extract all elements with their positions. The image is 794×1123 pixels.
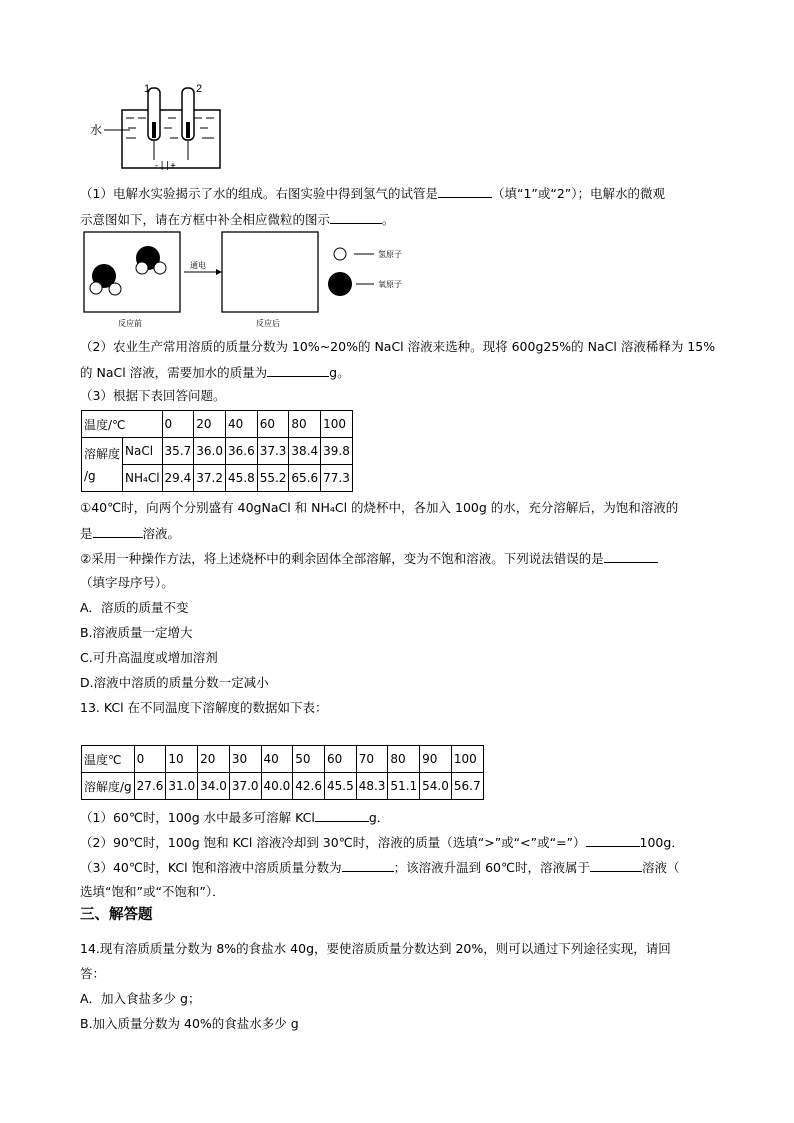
electrode-2	[186, 122, 190, 138]
after-box[interactable]	[222, 232, 318, 312]
q3-intro: （3）根据下表回答问题。	[80, 388, 226, 403]
legend-oxygen: 氧原子	[378, 280, 402, 289]
blank-tube[interactable]	[438, 185, 492, 198]
kcl-cell: 27.6	[134, 773, 166, 800]
table1-cell: 37.3	[257, 438, 289, 465]
table1-temp: 60	[257, 411, 289, 438]
table1-cell: 45.8	[225, 465, 257, 492]
q2-line-2: 的 NaCl 溶液，需要加水的质量为 g。	[80, 365, 350, 380]
kcl-temp: 50	[293, 746, 325, 773]
blank-particle[interactable]	[330, 211, 382, 224]
table1-cell: 29.4	[162, 465, 194, 492]
kcl-temp: 80	[388, 746, 420, 773]
kcl-row-label: 溶解度/g	[82, 773, 135, 800]
water-molecule-2	[136, 246, 166, 274]
blank-saturation[interactable]	[590, 859, 642, 872]
q3-sub2-line-2: （填字母序号）。	[80, 575, 174, 590]
electrolysis-apparatus	[90, 82, 230, 172]
kcl-cell: 51.1	[388, 773, 420, 800]
kcl-temp: 70	[356, 746, 388, 773]
table1-cell: 39.8	[321, 438, 353, 465]
kcl-cell: 37.0	[229, 773, 261, 800]
q13-part-3-line-1: （3）40℃时，KCl 饱和溶液中溶质质量分数为 ；该溶液升温到 60℃时，溶液属于 溶液（	[80, 860, 680, 875]
hydrogen-atom-legend-icon	[334, 248, 346, 260]
before-caption: 反应前	[118, 319, 142, 328]
table1-cell: 37.2	[194, 465, 226, 492]
kcl-cell: 42.6	[293, 773, 325, 800]
water-bath	[122, 110, 220, 168]
q14-line-1: 14.现有溶质质量分数为 8%的食盐水 40g，要使溶质质量分数达到 20%，则可以通过下列途径实现，请回	[80, 941, 671, 956]
option-c[interactable]: C.可升高温度或增加溶剂	[80, 650, 218, 665]
kcl-solubility-table	[81, 745, 484, 800]
water-surface	[126, 118, 214, 138]
oxygen-atom-legend-icon	[328, 272, 352, 296]
section-heading: 三、解答题	[80, 907, 153, 923]
kcl-cell: 48.3	[356, 773, 388, 800]
table1-row-name: NaCl	[123, 438, 163, 465]
kcl-temp: 20	[198, 746, 230, 773]
table1-temp: 80	[289, 411, 321, 438]
table1-temp: 20	[194, 411, 226, 438]
tube-2-label: 2	[196, 83, 203, 95]
kcl-cell: 56.7	[451, 773, 483, 800]
table1-temp: 100	[321, 411, 353, 438]
q2-line-1: （2）农业生产常用溶质的质量分数为 10%~20%的 NaCl 溶液来选种。现将 600g25%的 NaCl 溶液稀释为 15%	[80, 339, 716, 354]
table1-temp: 40	[225, 411, 257, 438]
option-d[interactable]: D.溶液中溶质的质量分数一定减小	[80, 675, 269, 690]
q3-sub1-line-1: ①40℃时，向两个分别盛有 40gNaCl 和 NH₄Cl 的烧杯中，各加入 100g 的水，充分溶解后，为饱和溶液的	[80, 500, 679, 515]
q13-part-2: （2）90℃时，100g 饱和 KCl 溶液冷却到 30℃时，溶液的质量（选填“>”或“<”或“=”） 100g．	[80, 835, 684, 850]
q3-sub1-line-2: 是 溶液。	[80, 526, 181, 541]
blank-saturated[interactable]	[93, 525, 143, 538]
option-a[interactable]: A．溶质的质量不变	[80, 600, 189, 615]
table1-cell: 36.0	[194, 438, 226, 465]
water-label: 水	[90, 123, 103, 137]
table1-row-name: NH₄Cl	[123, 465, 163, 492]
table1-cell: 65.6	[289, 465, 321, 492]
kcl-cell: 45.5	[324, 773, 356, 800]
kcl-temp: 90	[420, 746, 452, 773]
kcl-temp: 100	[451, 746, 483, 773]
kcl-temp: 10	[166, 746, 198, 773]
arrow-head	[216, 269, 222, 275]
q14-option-a: A．加入食盐多少 g；	[80, 991, 201, 1006]
blank-wrong-choice[interactable]	[604, 550, 658, 563]
after-caption: 反应后	[256, 319, 280, 328]
solubility-table-1	[81, 410, 353, 492]
blank-water-mass[interactable]	[267, 364, 329, 377]
kcl-cell: 31.0	[166, 773, 198, 800]
q14-option-b: B.加入质量分数为 40%的食盐水多少 g	[80, 1016, 299, 1031]
micro-diagram	[84, 230, 424, 330]
kcl-temp: 30	[229, 746, 261, 773]
q13-part-1: （1）60℃时，100g 水中最多可溶解 KCl g．	[80, 810, 390, 825]
legend-hydrogen: 氢原子	[378, 250, 402, 259]
table1-temp: 0	[162, 411, 194, 438]
option-b[interactable]: B.溶液质量一定增大	[80, 625, 193, 640]
table1-cell: 38.4	[289, 438, 321, 465]
q1-line-1: （1）电解水实验揭示了水的组成。右图实验中得到氢气的试管是 （填“1”或“2”）；电解水的微观	[80, 186, 666, 201]
q13-title: 13. KCl 在不同温度下溶解度的数据如下表：	[80, 700, 328, 715]
kcl-header-label: 温度℃	[82, 746, 135, 773]
kcl-cell: 54.0	[420, 773, 452, 800]
water-molecule-1	[90, 264, 121, 295]
table1-header-label: 温度/℃	[82, 411, 163, 438]
blank-mass-fraction[interactable]	[342, 859, 394, 872]
kcl-temp: 0	[134, 746, 166, 773]
table1-cell: 35.7	[162, 438, 194, 465]
blank-compare[interactable]	[586, 834, 640, 847]
q14-line-2: 答：	[80, 966, 106, 981]
table1-cell: 36.6	[225, 438, 257, 465]
table1-cell: 55.2	[257, 465, 289, 492]
blank-max-kcl[interactable]	[315, 809, 369, 822]
tube-1-label: 1	[144, 83, 151, 95]
kcl-temp: 40	[261, 746, 293, 773]
table1-solubility-label: 溶解度 /g	[82, 438, 123, 492]
arrow-label: 通电	[190, 261, 206, 270]
kcl-cell: 34.0	[198, 773, 230, 800]
kcl-cell: 40.0	[261, 773, 293, 800]
battery-label: -||+	[154, 161, 176, 171]
q3-sub2-line-1: ②采用一种操作方法，将上述烧杯中的剩余固体全部溶解，变为不饱和溶液。下列说法错误的是	[80, 550, 658, 567]
table1-cell: 77.3	[321, 465, 353, 492]
kcl-temp: 60	[324, 746, 356, 773]
q13-part-3-line-2: 选填“饱和”或“不饱和”）．	[80, 884, 225, 899]
q1-line-2: 示意图如下，请在方框中补全相应微粒的图示 。	[80, 212, 395, 227]
electrode-1	[152, 122, 156, 138]
